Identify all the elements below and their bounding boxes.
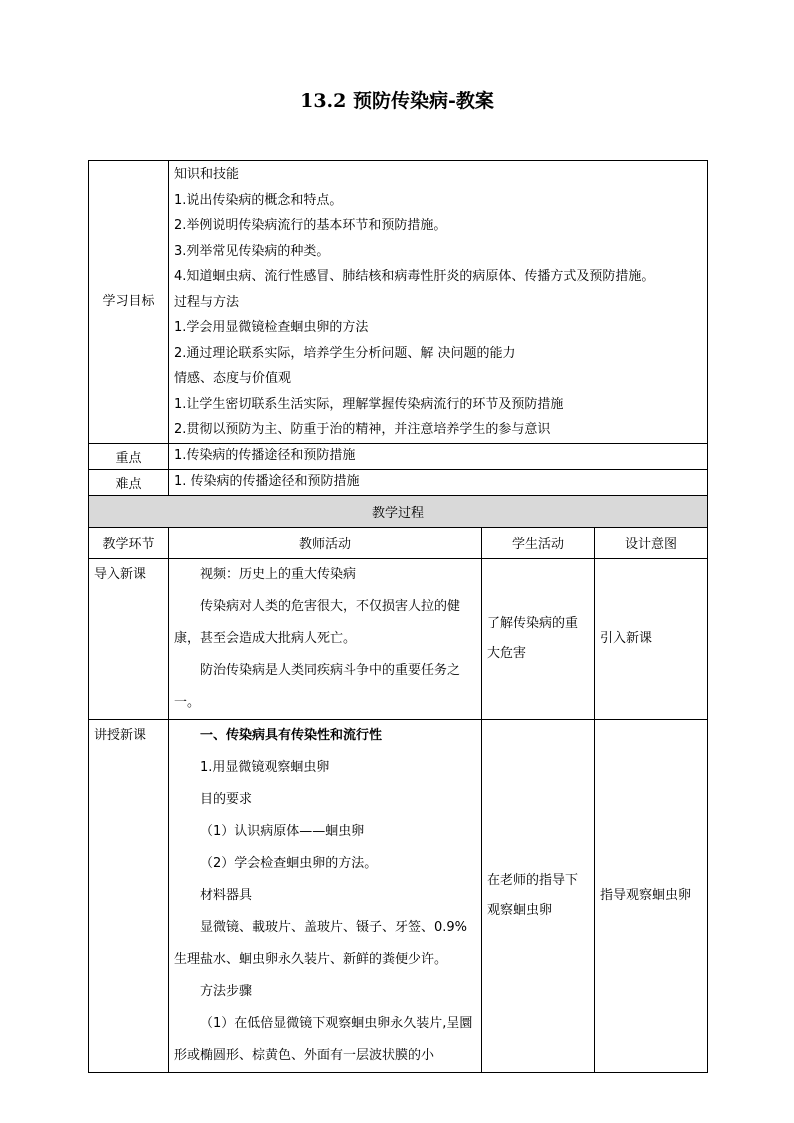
- column-header: 教师活动: [169, 527, 482, 558]
- teacher-paragraph: （2）学会检查蛔虫卵的方法。: [200, 855, 378, 871]
- objective-line: 3.列举常见传染病的种类。: [174, 243, 330, 259]
- teacher-paragraph: （1）认识病原体——蛔虫卵: [200, 823, 365, 839]
- objective-line: 2.贯彻以预防为主、防重于治的精神，并注意培养学生的参与意识: [174, 422, 551, 437]
- process-header: 教学过程: [89, 495, 708, 527]
- key-point-row: [89, 443, 708, 469]
- teacher-paragraph: 传染病对人类的危害很大，不仅损害人拉的健康，甚至会造成大批病人死亡。: [174, 598, 461, 646]
- column-header: 学生活动: [482, 527, 595, 558]
- column-header-row: [89, 527, 708, 558]
- key-point-label: 重点: [89, 443, 169, 469]
- teacher-paragraph: 1.用显微镜观察蛔虫卵: [200, 759, 330, 775]
- lecture-stage: 讲授新课: [89, 719, 169, 1072]
- intro-student: 了解传染病的重大危害: [482, 558, 595, 719]
- lecture-student: 在老师的指导下观察蛔虫卵: [482, 719, 595, 1072]
- objectives-label: [89, 161, 169, 444]
- objective-line: 过程与方法: [174, 294, 240, 310]
- intro-intent: 引入新课: [595, 558, 708, 719]
- objectives-content: [169, 161, 708, 444]
- difficulty-text: 1. 传染病的传播途径和预防措施: [169, 469, 708, 495]
- column-header: 设计意图: [595, 527, 708, 558]
- objective-line: 1.说出传染病的概念和特点。: [174, 192, 343, 208]
- column-header: 教学环节: [89, 527, 169, 558]
- section-heading: 一、传染病具有传染性和流行性: [200, 727, 383, 743]
- lecture-row: [89, 719, 708, 1072]
- difficulty-label: 难点: [89, 469, 169, 495]
- intro-teacher: [169, 558, 482, 719]
- objective-line: 知识和技能: [174, 167, 240, 182]
- teacher-paragraph: 显微镜、載玻片、盖玻片、镊子、牙签、0.9%生理盐水、蛔虫卵永久装片、新鲜的粪便少许。: [174, 919, 468, 967]
- intro-row: [89, 558, 708, 719]
- process-header-row: [89, 495, 708, 527]
- objective-line: 2.通过理论联系实际，培养学生分析问题、解 决问题的能力: [174, 345, 516, 361]
- objective-line: 2.举例说明传染病流行的基本环节和预防措施。: [174, 218, 447, 233]
- teacher-paragraph: 防治传染病是人类同疾病斗争中的重要任务之一。: [174, 662, 461, 710]
- teacher-paragraph: 视频：历史上的重大传染病: [200, 566, 357, 582]
- objectives-label-text: 学习目标: [102, 294, 155, 310]
- page-title: 13.2 预防传染病-教案: [300, 90, 494, 112]
- difficulty-row: [89, 469, 708, 495]
- objective-line: 情感、态度与价值观: [174, 371, 292, 386]
- lecture-intent: 指导观察蛔虫卵: [595, 719, 708, 1072]
- objective-line: 1.让学生密切联系生活实际，理解掌握传染病流行的环节及预防措施: [174, 396, 564, 412]
- lecture-teacher: [169, 719, 482, 1072]
- lesson-plan-table: [88, 160, 708, 1073]
- key-point-text: 1.传染病的传播途径和预防措施: [169, 443, 708, 469]
- objective-line: 4.知道蛔虫病、流行性感冒、肺结核和病毒性肝炎的病原体、传播方式及预防措施。: [174, 269, 655, 284]
- teacher-paragraph: （1）在低倍显微镜下观察蛔虫卵永久装片,呈圜形或椭圆形、棕黄色、外面有一层波状膜的小: [174, 1015, 473, 1063]
- objective-line: 1.学会用显微镜检查蛔虫卵的方法: [174, 320, 369, 335]
- objectives-row: [89, 161, 708, 444]
- teacher-paragraph: 目的要求: [200, 791, 253, 807]
- teacher-paragraph: 方法步骤: [200, 983, 253, 999]
- teacher-paragraph: 材料器具: [200, 887, 253, 903]
- intro-stage: 导入新课: [89, 558, 169, 719]
